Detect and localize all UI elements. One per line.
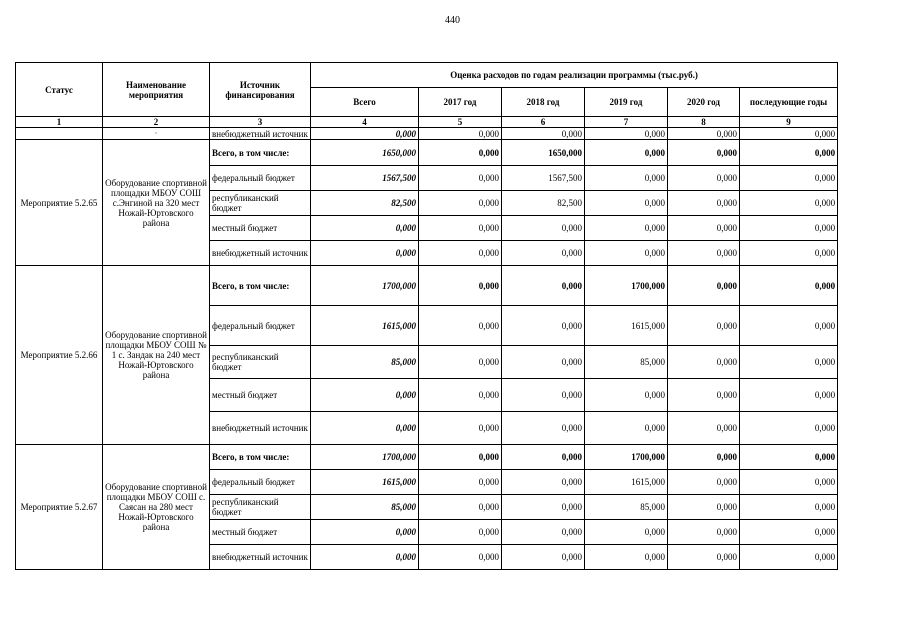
year-value: 0,000 — [740, 140, 838, 166]
year-value: 0,000 — [585, 412, 668, 445]
year-value: 0,000 — [502, 128, 585, 140]
year-value: 0,000 — [740, 166, 838, 191]
year-value: 0,000 — [668, 241, 740, 266]
column-number: 4 — [311, 117, 419, 128]
year-value: 0,000 — [502, 495, 585, 520]
year-value: 1700,000 — [585, 445, 668, 470]
year-value: 0,000 — [419, 545, 502, 570]
year-value: 0,000 — [419, 191, 502, 216]
year-value: 0,000 — [419, 346, 502, 379]
year-value: 0,000 — [419, 470, 502, 495]
name-cell-tail — [103, 128, 210, 140]
year-value: 0,000 — [585, 216, 668, 241]
header-estimate: Оценка расходов по годам реализации программы (тыс.руб.) — [311, 63, 838, 88]
year-value: 0,000 — [419, 412, 502, 445]
year-value: 0,000 — [740, 266, 838, 306]
year-value: 0,000 — [419, 306, 502, 346]
event-name: Оборудование спортивной площадки МБОУ СОШ с.Энгиной на 320 мест Ножай-Юртовского района — [103, 140, 210, 266]
column-number: 6 — [502, 117, 585, 128]
year-value: 0,000 — [585, 128, 668, 140]
column-number: 5 — [419, 117, 502, 128]
source-cell: внебюджетный источник — [210, 545, 311, 570]
year-value: 0,000 — [740, 379, 838, 412]
header-source: Источник финансирования — [210, 63, 311, 117]
header-year: 2017 год — [419, 88, 502, 117]
total-value: 1615,000 — [311, 306, 419, 346]
year-value: 0,000 — [502, 520, 585, 545]
header-name: Наименование мероприятия — [103, 63, 210, 117]
column-number: 7 — [585, 117, 668, 128]
header-status: Статус — [16, 63, 103, 117]
year-value: 0,000 — [668, 412, 740, 445]
year-value: 0,000 — [502, 470, 585, 495]
total-value: 0,000 — [311, 128, 419, 140]
total-value: 1700,000 — [311, 266, 419, 306]
source-cell: местный бюджет — [210, 216, 311, 241]
column-number: 3 — [210, 117, 311, 128]
source-cell: республиканский бюджет — [210, 346, 311, 379]
year-value: 0,000 — [502, 346, 585, 379]
source-cell: Всего, в том числе: — [210, 140, 311, 166]
year-value: 85,000 — [585, 495, 668, 520]
year-value: 0,000 — [668, 545, 740, 570]
year-value: 0,000 — [419, 216, 502, 241]
source-cell: местный бюджет — [210, 379, 311, 412]
year-value: 0,000 — [585, 520, 668, 545]
year-value: 0,000 — [668, 470, 740, 495]
column-number: 8 — [668, 117, 740, 128]
year-value: 0,000 — [419, 128, 502, 140]
header-year: 2018 год — [502, 88, 585, 117]
year-value: 0,000 — [502, 266, 585, 306]
source-cell: Всего, в том числе: — [210, 445, 311, 470]
header-year: 2020 год — [668, 88, 740, 117]
year-value: 0,000 — [419, 379, 502, 412]
year-value: 0,000 — [740, 470, 838, 495]
year-value: 0,000 — [419, 495, 502, 520]
year-value: 0,000 — [668, 306, 740, 346]
year-value: 0,000 — [502, 379, 585, 412]
year-value: 0,000 — [419, 445, 502, 470]
year-value: 0,000 — [502, 545, 585, 570]
total-value: 1650,000 — [311, 140, 419, 166]
year-value: 0,000 — [668, 140, 740, 166]
year-value: 1650,000 — [502, 140, 585, 166]
total-value: 0,000 — [311, 216, 419, 241]
header-year: последующие годы — [740, 88, 838, 117]
total-value: 0,000 — [311, 520, 419, 545]
year-value: 0,000 — [740, 128, 838, 140]
year-value: 0,000 — [668, 191, 740, 216]
year-value: 0,000 — [585, 166, 668, 191]
event-name: Оборудование спортивной площадки МБОУ СОШ № 1 с. Зандак на 240 мест Ножай-Юртовского района — [103, 266, 210, 445]
event-status: Мероприятие 5.2.67 — [16, 445, 103, 570]
year-value: 0,000 — [502, 306, 585, 346]
page-number: 440 — [445, 15, 460, 26]
source-cell: внебюджетный источник — [210, 412, 311, 445]
year-value: 0,000 — [740, 445, 838, 470]
year-value: 0,000 — [740, 191, 838, 216]
year-value: 0,000 — [585, 140, 668, 166]
year-value: 0,000 — [740, 241, 838, 266]
year-value: 1567,500 — [502, 166, 585, 191]
year-value: 0,000 — [419, 140, 502, 166]
year-value: 0,000 — [740, 412, 838, 445]
column-number: 2 — [103, 117, 210, 128]
total-value: 0,000 — [311, 412, 419, 445]
total-value: 82,500 — [311, 191, 419, 216]
name-tail-mark: · — [154, 128, 158, 138]
year-value: 0,000 — [668, 166, 740, 191]
source-cell: республиканский бюджет — [210, 495, 311, 520]
total-value: 1567,500 — [311, 166, 419, 191]
year-value: 0,000 — [419, 241, 502, 266]
total-value: 85,000 — [311, 495, 419, 520]
total-value: 0,000 — [311, 241, 419, 266]
year-value: 1615,000 — [585, 470, 668, 495]
total-value: 85,000 — [311, 346, 419, 379]
year-value: 0,000 — [668, 128, 740, 140]
header-year: Всего — [311, 88, 419, 117]
year-value: 1700,000 — [585, 266, 668, 306]
year-value: 0,000 — [419, 266, 502, 306]
total-value: 1615,000 — [311, 470, 419, 495]
year-value: 0,000 — [668, 379, 740, 412]
year-value: 0,000 — [585, 379, 668, 412]
year-value: 0,000 — [502, 412, 585, 445]
source-cell: федеральный бюджет — [210, 166, 311, 191]
year-value: 0,000 — [668, 520, 740, 545]
year-value: 0,000 — [740, 216, 838, 241]
year-value: 0,000 — [419, 520, 502, 545]
column-number: 1 — [16, 117, 103, 128]
event-status: Мероприятие 5.2.65 — [16, 140, 103, 266]
year-value: 82,500 — [502, 191, 585, 216]
year-value: 0,000 — [502, 445, 585, 470]
header-year: 2019 год — [585, 88, 668, 117]
year-value: 0,000 — [585, 191, 668, 216]
source-cell: Всего, в том числе: — [210, 266, 311, 306]
year-value: 0,000 — [668, 495, 740, 520]
year-value: 0,000 — [668, 266, 740, 306]
year-value: 1615,000 — [585, 306, 668, 346]
year-value: 0,000 — [668, 346, 740, 379]
year-value: 0,000 — [740, 495, 838, 520]
total-value: 0,000 — [311, 379, 419, 412]
year-value: 0,000 — [585, 545, 668, 570]
year-value: 0,000 — [502, 241, 585, 266]
source-cell: внебюджетный источник — [210, 128, 311, 140]
year-value: 85,000 — [585, 346, 668, 379]
year-value: 0,000 — [740, 346, 838, 379]
year-value: 0,000 — [668, 216, 740, 241]
year-value: 0,000 — [740, 545, 838, 570]
total-value: 1700,000 — [311, 445, 419, 470]
source-cell: федеральный бюджет — [210, 470, 311, 495]
year-value: 0,000 — [502, 216, 585, 241]
year-value: 0,000 — [668, 445, 740, 470]
source-cell: республиканский бюджет — [210, 191, 311, 216]
source-cell: местный бюджет — [210, 520, 311, 545]
event-name: Оборудование спортивной площадки МБОУ СОШ с. Саясан на 280 мест Ножай-Юртовского района — [103, 445, 210, 570]
budget-table — [15, 62, 838, 570]
year-value: 0,000 — [740, 520, 838, 545]
year-value: 0,000 — [585, 241, 668, 266]
year-value: 0,000 — [419, 166, 502, 191]
total-value: 0,000 — [311, 545, 419, 570]
source-cell: внебюджетный источник — [210, 241, 311, 266]
status-cell-empty — [16, 128, 103, 140]
year-value: 0,000 — [740, 306, 838, 346]
source-cell: федеральный бюджет — [210, 306, 311, 346]
event-status: Мероприятие 5.2.66 — [16, 266, 103, 445]
column-number: 9 — [740, 117, 838, 128]
